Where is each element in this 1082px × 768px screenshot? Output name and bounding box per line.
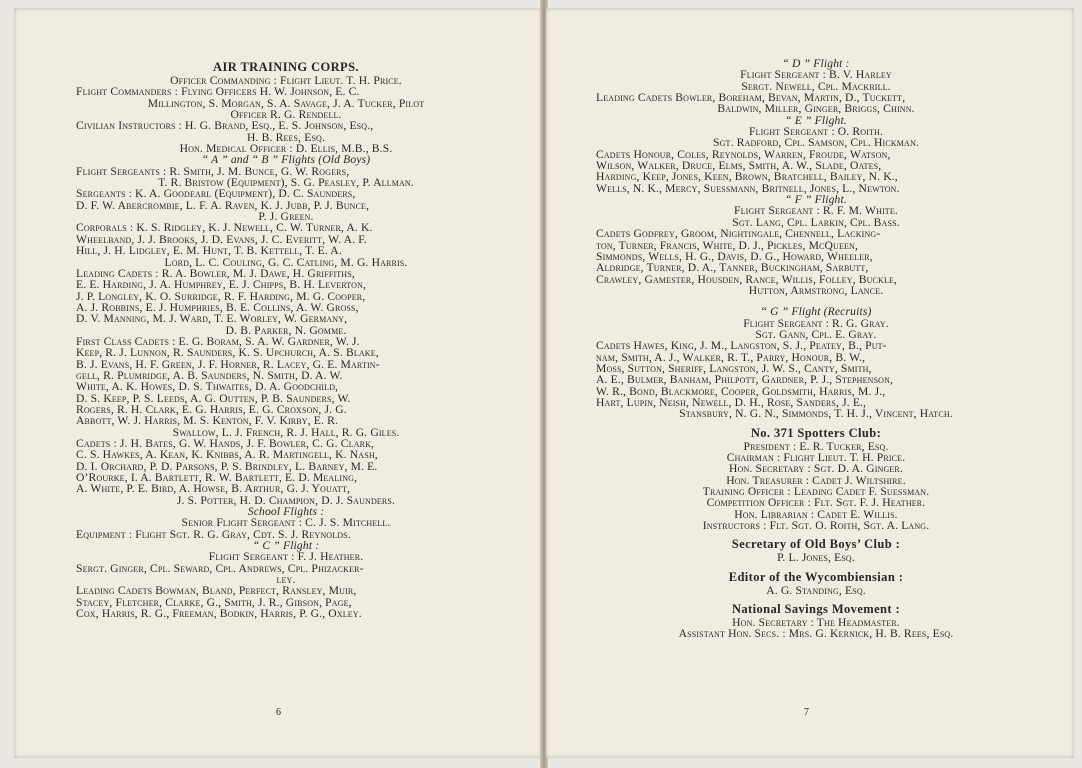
text-line: Flight Sergeant : F. J. Heather. (208, 550, 364, 564)
text-line: Sergeants : K. A. Goodearl (Equipment), D. C. Saunders, (76, 187, 356, 201)
text-line: Stansbury, N. G. N., Simmonds, T. H. J., Vincent, Hatch. (679, 407, 953, 421)
text-line: Civilian Instructors : H. G. Brand, Esq., E. S. Johnson, Esq., (76, 119, 374, 133)
text-line: P. J. Green. (258, 210, 314, 224)
subheading: School Flights : (247, 505, 325, 519)
subheading: “ D ” Flight : (782, 57, 850, 70)
text-line: Chairman : Flight Lieut. T. H. Price. (726, 451, 906, 464)
text-line: Hon. Secretary : Sgt. D. A. Ginger. (729, 462, 903, 476)
text-line: Sergt. Ginger, Cpl. Seward, Cpl. Andrews, Cpl. Phizacker- (76, 561, 364, 575)
subheading: “ G ” Flight (Recruits) (760, 305, 872, 319)
text-line: Corporals : K. S. Ridgley, K. J. Newell, C. W. Turner, A. K. (76, 221, 373, 235)
text-line: Flight Commanders : Flying Officers H. W. Johnson, E. C. (76, 85, 360, 99)
text-line: C. S. Hawkes, A. Kean, K. Knibbs, A. R. Martingell, K. Nash, (76, 448, 378, 462)
text-line: Cadets : J. H. Bates, G. W. Hands, J. F. Bowler, C. G. Clark, (76, 437, 375, 450)
text-line: J. P. Longley, K. O. Surridge, R. F. Harding, M. G. Cooper, (76, 289, 366, 303)
text-line: Hon. Treasurer : Cadet J. Wiltshire. (726, 473, 906, 487)
text-line: E. E. Harding, J. A. Humphrey, E. J. Chipps, B. H. Leverton, (76, 278, 367, 292)
text-line: Flight Sergeant : B. V. Harley (740, 68, 892, 82)
text-line: Senior Flight Sergeant : C. J. S. Mitchell. (181, 516, 391, 530)
text-line: White, A. K. Howes, D. S. Thwaites, D. A. Goodchild, (76, 380, 339, 394)
text-line: Leading Cadets Bowman, Bland, Perfect, Ransley, Muir, (76, 584, 357, 598)
text-line: ton, Turner, Francis, White, D. J., Pickles, McQueen, (596, 238, 859, 252)
text-line: Hill, J. H. Lidgley, E. M. Hunt, T. B. Kettell, T. E. A. (76, 244, 342, 258)
text-line: Equipment : Flight Sgt. R. G. Gray, Cdt. S. J. Reynolds. (76, 527, 351, 541)
text-line: ley. (276, 573, 296, 587)
text-line: D. B. Parker, N. Gomme. (225, 323, 347, 337)
text-line: D. I. Orchard, P. D. Parsons, P. S. Brindley, L. Barney, M. E. (76, 459, 378, 473)
text-line: D. F. W. Abercrombie, L. F. A. Raven, K. J. Jubb, P. J. Bunce, (76, 198, 370, 212)
text-line: Hutton, Armstrong, Lance. (748, 283, 884, 297)
section-title-savings: National Savings Movement : (731, 602, 901, 617)
subheading: “ E ” Flight. (785, 113, 847, 127)
text-line: Flight Sergeant : R. F. M. White. (734, 204, 898, 218)
subheading: “ C ” Flight : (252, 539, 320, 553)
text-line: Leading Cadets Bowler, Boreham, Bevan, Martin, D., Tuckett, (596, 91, 906, 105)
text-line: Baldwin, Miller, Ginger, Briggs, Chinn. (717, 102, 915, 116)
text-line: J. S. Potter, H. D. Champion, D. J. Saunders. (176, 493, 396, 507)
text-line: H. B. Rees, Esq. (246, 130, 326, 144)
text-line: gell, R. Plumridge, A. B. Saunders, N. Smith, D. A. W. (76, 368, 343, 382)
text-line: Hart, Lupin, Neish, Newell, D. H., Rose, Sanders, J. E., (596, 395, 867, 409)
text-line: Wells, N. K., Mercy, Suessmann, Britnell, Jones, L., Newton. (596, 181, 900, 195)
text-line: Rogers, R. H. Clark, E. G. Harris, E. G. Croxson, J. G. (76, 402, 347, 416)
text-line: Aldridge, Turner, D. A., Tanner, Buckingham, Sarbutt, (596, 261, 869, 275)
text-line: W. R., Bond, Blackmore, Cooper, Goldsmith, Harris, M. J., (596, 384, 886, 398)
text-line: Simmonds, Wells, H. G., Davis, D. G., Howard, Wheeler, (596, 249, 873, 263)
text-line: nam, Smith, A. J., Walker, R. T., Parry, Honour, B. W., (596, 350, 866, 364)
text-line: Flight Sergeant : R. G. Gray. (743, 316, 889, 330)
text-line: Crawley, Gamester, Housden, Rance, Willis, Folley, Buckle, (596, 272, 898, 286)
left-page-text (76, 60, 496, 620)
text-line: Wheelband, J. J. Brooks, J. D. Evans, J. C. Everitt, W. A. F. (76, 232, 367, 246)
text-line: Hon. Secretary : The Headmaster. (732, 616, 900, 630)
text-line: Leading Cadets : R. A. Bowler, M. J. Dawe, H. Griffiths, (76, 266, 355, 280)
section-title-atc: AIR TRAINING CORPS. (213, 60, 359, 74)
text-line: First Class Cadets : E. G. Boram, S. A. W. Gardner, W. J. (76, 334, 360, 348)
text-line: Sgt. Gann, Cpl. E. Gray. (755, 327, 877, 341)
subheading: “ A ” and “ B ” Flights (Old Boys) (201, 153, 371, 167)
text-line: Wilson, Walker, Druce, Elms, Smith, A. W., Slade, Oates, (596, 159, 882, 173)
text-line: Lord, L. C. Couling, G. C. Catling, M. G. Harris. (164, 255, 408, 269)
text-line: D. V. Manning, M. J. Ward, T. E. Worley, W. Germany, (76, 312, 348, 326)
page-number: 7 (804, 707, 809, 718)
text-line: Stacey, Fletcher, Clarke, G., Smith, J. R., Gibson, Page, (76, 595, 352, 609)
text-line: T. R. Bristow (Equipment), S. G. Peasley, P. Allman. (158, 176, 414, 190)
text-line: A. J. Robbins, E. J. Humphries, B. E. Collins, A. W. Gross, (76, 300, 359, 314)
text-line: D. S. Keep, P. S. Leeds, A. G. Outten, P. B. Saunders, W. (76, 391, 351, 405)
text-line: Cadets Hawes, King, J. M., Langston, S. J., Peatey, B., Put- (596, 339, 887, 353)
text-line: Cadets Godfrey, Groom, Nightingale, Chennell, Lacking- (596, 227, 881, 241)
text-line: B. J. Evans, H. F. Green, J. F. Horner, R. Lacey, G. E. Martin- (76, 357, 380, 371)
page-number: 6 (276, 707, 281, 718)
text-line: Officer R. G. Rendell. (230, 108, 342, 122)
subheading: “ F ” Flight. (785, 193, 847, 207)
text-line: Sgt. Lang, Cpl. Larkin, Cpl. Bass. (732, 215, 900, 229)
text-line: Flight Sergeant : O. Roith. (748, 125, 884, 139)
text-line: Competition Officer : Flt. Sgt. F. J. Heather. (706, 496, 926, 510)
text-line: Keep, R. J. Lunnon, R. Saunders, K. S. Upchurch, A. S. Blake, (76, 346, 379, 360)
text-line: A. G. Standing, Esq. (766, 583, 866, 597)
text-line: O’Rourke, I. A. Bartlett, R. W. Bartlett, E. D. Mealing, (76, 471, 358, 485)
text-line: A. White, P. E. Bird, A. Howse, B. Arthur, G. J. Youatt, (76, 482, 351, 496)
text-line: Hon. Librarian : Cadet E. Willis. (734, 507, 898, 521)
text-line: Cox, Harris, R. G., Freeman, Bodkin, Harris, P. G., Oxley. (76, 607, 362, 621)
text-line: President : E. R. Tucker, Esq. (743, 439, 889, 453)
text-line: Harding, Keep, Jones, Keen, Brown, Bratchell, Bailey, N. K., (596, 170, 898, 184)
text-line: Flight Sergeants : R. Smith, J. M. Bunce, G. W. Rogers, (76, 164, 350, 178)
section-title-editor: Editor of the Wycombiensian : (728, 569, 904, 584)
text-line: Instructors : Flt. Sgt. O. Roith, Sgt. A. Lang. (702, 519, 930, 533)
text-line: Millington, S. Morgan, S. A. Savage, J. A. Tucker, Pilot (147, 96, 425, 110)
text-line: Sgt. Radford, Cpl. Samson, Cpl. Hickman. (713, 136, 919, 150)
text-line: Sergt. Newell, Cpl. Mackrill. (741, 79, 891, 93)
left-page (14, 8, 542, 758)
text-line: Hon. Medical Officer : D. Ellis, M.B., B.S. (179, 142, 393, 156)
section-title-spotters: No. 371 Spotters Club: (750, 425, 882, 440)
text-line: Moss, Sutton, Sheriff, Langston, J. W. S., Canty, Smith, (596, 361, 872, 375)
text-line: A. E., Bulmer, Banham, Philpott, Gardner, P. J., Stephenson, (596, 373, 894, 387)
text-line: Swallow, L. J. French, R. J. Hall, R. G. Giles. (172, 425, 400, 439)
text-line: Training Officer : Leading Cadet F. Suessman. (702, 485, 930, 499)
text-line: P. L. Jones, Esq. (777, 551, 855, 565)
right-page-text (596, 58, 1036, 640)
right-page (546, 8, 1074, 758)
section-title-old-boys: Secretary of Old Boys’ Club : (731, 537, 901, 552)
text-line: Cadets Honour, Coles, Reynolds, Warren, Froude, Watson, (596, 147, 891, 161)
text-line: Assistant Hon. Secs. : Mrs. G. Kernick, H. B. Rees, Esq. (678, 627, 954, 641)
text-line: Officer Commanding : Flight Lieut. T. H. Price. (170, 74, 402, 87)
text-line: Abbott, W. J. Harris, M. S. Kenton, F. V. Kirby, E. R. (76, 414, 339, 428)
